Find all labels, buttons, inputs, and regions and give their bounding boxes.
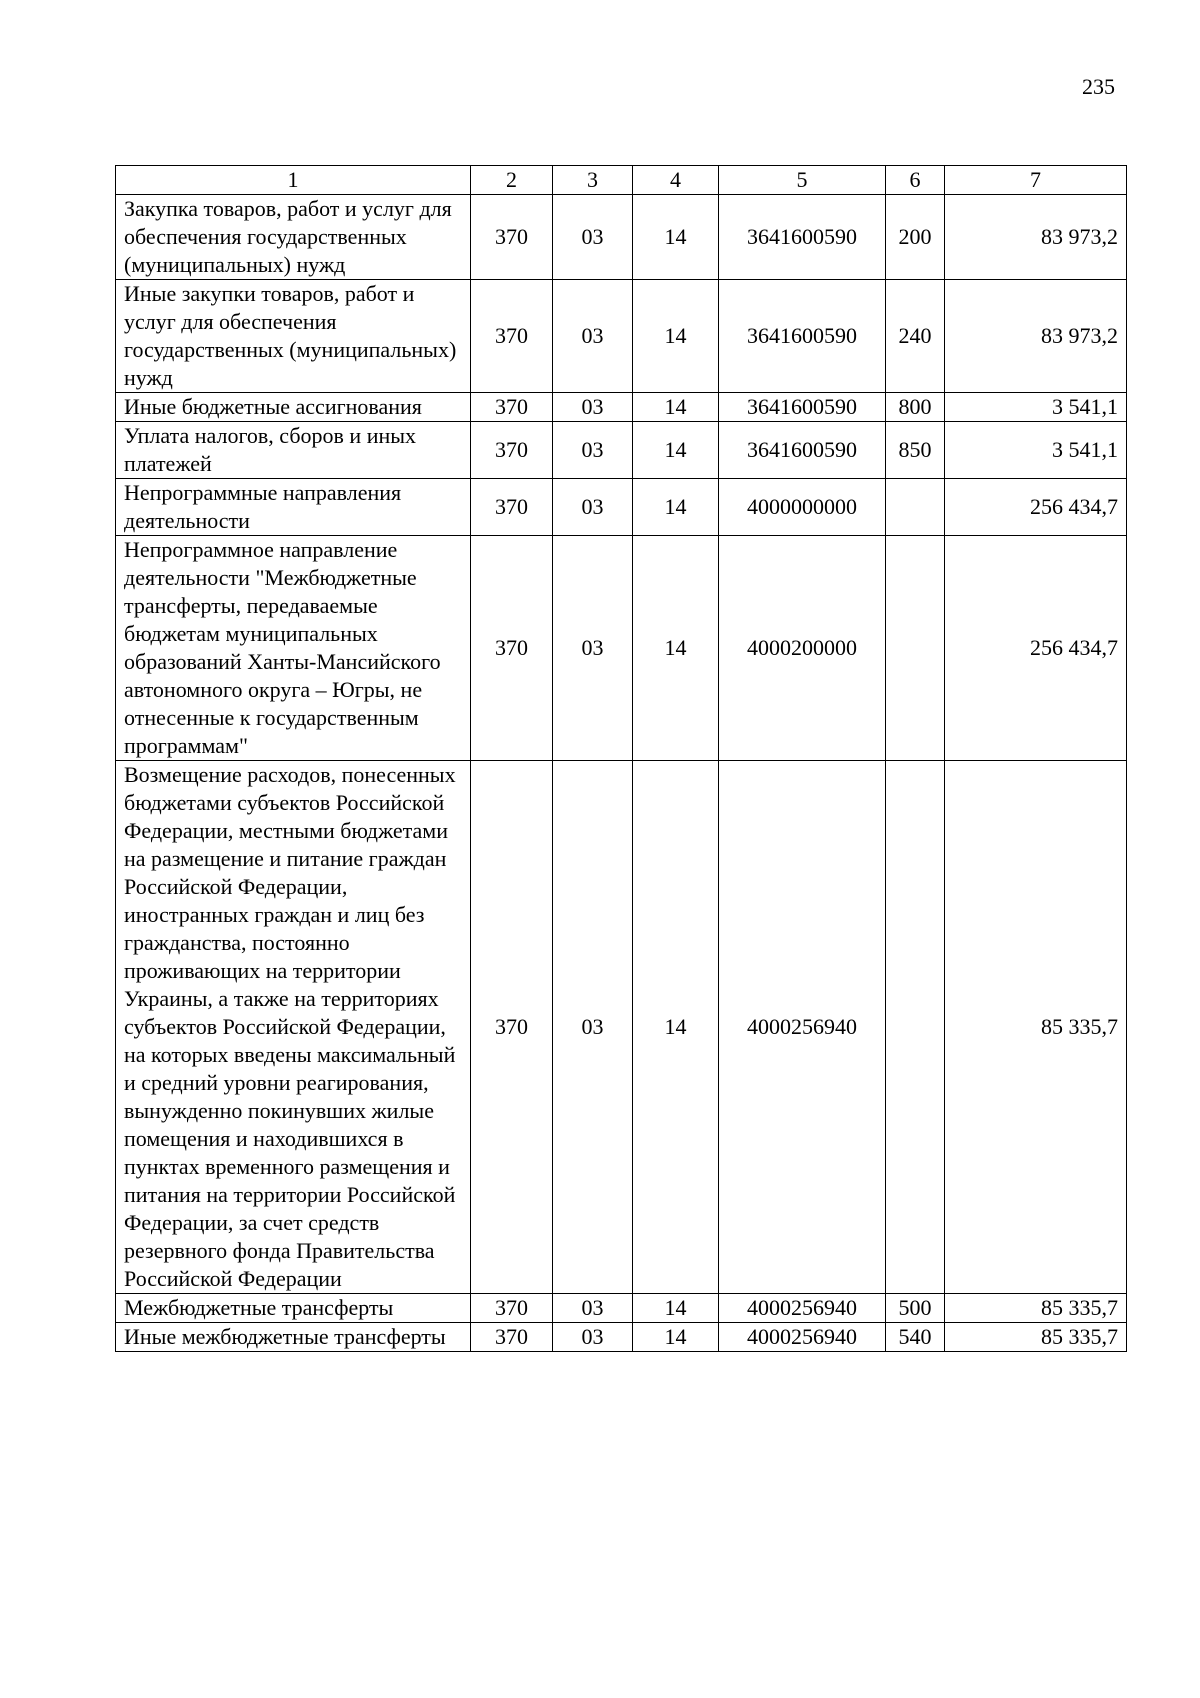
page-number: 235 [1082,74,1115,99]
row-code-2: 370 [471,761,553,1294]
row-code-2: 370 [471,393,553,422]
row-code-4: 14 [633,280,719,393]
row-code-4: 14 [633,479,719,536]
row-code-2: 370 [471,479,553,536]
table-row [116,536,1127,761]
row-code-6: 800 [886,393,945,422]
row-code-3: 03 [553,195,633,280]
row-code-2: 370 [471,280,553,393]
row-amount: 256 434,7 [945,536,1127,761]
row-code-4: 14 [633,1323,719,1352]
row-code-5: 4000000000 [719,479,886,536]
row-code-3: 03 [553,1323,633,1352]
row-code-5: 3641600590 [719,280,886,393]
row-code-3: 03 [553,536,633,761]
row-name: Закупка товаров, работ и услуг для обеспечения государственных (муниципальных) нужд [116,195,471,280]
row-code-4: 14 [633,536,719,761]
row-name: Иные бюджетные ассигнования [116,393,471,422]
row-code-4: 14 [633,195,719,280]
row-name: Непрограммное направление деятельности "Межбюджетные трансферты, передаваемые бюджетам муниципальных образований Ханты-Мансийского автономного округа – Югры, не отнесенные к государственным программам" [116,536,471,761]
row-code-6 [886,536,945,761]
table-row [116,761,1127,1294]
row-code-6: 500 [886,1294,945,1323]
row-code-3: 03 [553,280,633,393]
row-code-4: 14 [633,1294,719,1323]
row-code-4: 14 [633,761,719,1294]
row-code-5: 3641600590 [719,422,886,479]
row-amount: 83 973,2 [945,195,1127,280]
row-code-3: 03 [553,479,633,536]
row-code-4: 14 [633,422,719,479]
row-amount: 85 335,7 [945,761,1127,1294]
header-col-6: 6 [886,166,945,195]
row-name: Возмещение расходов, понесенных бюджетами субъектов Российской Федерации, местными бюджетами на размещение и питание граждан Российской Федерации, иностранных граждан и лиц без гражданства, постоянно проживающих на территории Украины, а также на территориях субъектов Российской Федерации, на которых введены максимальный и средний уровни реагирования, вынужденно покинувших жилые помещения и находившихся в пунктах временного размещения и питания на территории Российской Федерации, за счет средств резервного фонда Правительства Российской Федерации [116,761,471,1294]
row-code-3: 03 [553,422,633,479]
table-row [116,1323,1127,1352]
table-row [116,422,1127,479]
header-col-4: 4 [633,166,719,195]
row-code-6 [886,479,945,536]
header-row [116,166,1127,195]
header-col-7: 7 [945,166,1127,195]
row-name: Иные закупки товаров, работ и услуг для обеспечения государственных (муниципальных) нужд [116,280,471,393]
table-row [116,393,1127,422]
row-code-3: 03 [553,1294,633,1323]
row-code-6: 200 [886,195,945,280]
row-name: Уплата налогов, сборов и иных платежей [116,422,471,479]
row-code-3: 03 [553,393,633,422]
row-code-6: 850 [886,422,945,479]
row-code-2: 370 [471,195,553,280]
header-col-5: 5 [719,166,886,195]
row-amount: 3 541,1 [945,422,1127,479]
row-code-5: 3641600590 [719,195,886,280]
header-col-3: 3 [553,166,633,195]
row-amount: 256 434,7 [945,479,1127,536]
table-row [116,479,1127,536]
header-col-2: 2 [471,166,553,195]
row-code-5: 4000200000 [719,536,886,761]
row-code-2: 370 [471,536,553,761]
row-amount: 85 335,7 [945,1323,1127,1352]
row-amount: 83 973,2 [945,280,1127,393]
row-code-5: 3641600590 [719,393,886,422]
budget-table [115,165,1127,1352]
row-amount: 85 335,7 [945,1294,1127,1323]
row-code-6: 540 [886,1323,945,1352]
row-code-5: 4000256940 [719,1294,886,1323]
row-code-6: 240 [886,280,945,393]
row-name: Иные межбюджетные трансферты [116,1323,471,1352]
row-code-2: 370 [471,1294,553,1323]
row-code-6 [886,761,945,1294]
row-code-2: 370 [471,1323,553,1352]
table-row [116,280,1127,393]
row-code-4: 14 [633,393,719,422]
row-code-2: 370 [471,422,553,479]
row-name: Межбюджетные трансферты [116,1294,471,1323]
table-row [116,1294,1127,1323]
row-code-5: 4000256940 [719,761,886,1294]
header-col-1: 1 [116,166,471,195]
table-row [116,195,1127,280]
row-code-5: 4000256940 [719,1323,886,1352]
row-code-3: 03 [553,761,633,1294]
row-amount: 3 541,1 [945,393,1127,422]
row-name: Непрограммные направления деятельности [116,479,471,536]
